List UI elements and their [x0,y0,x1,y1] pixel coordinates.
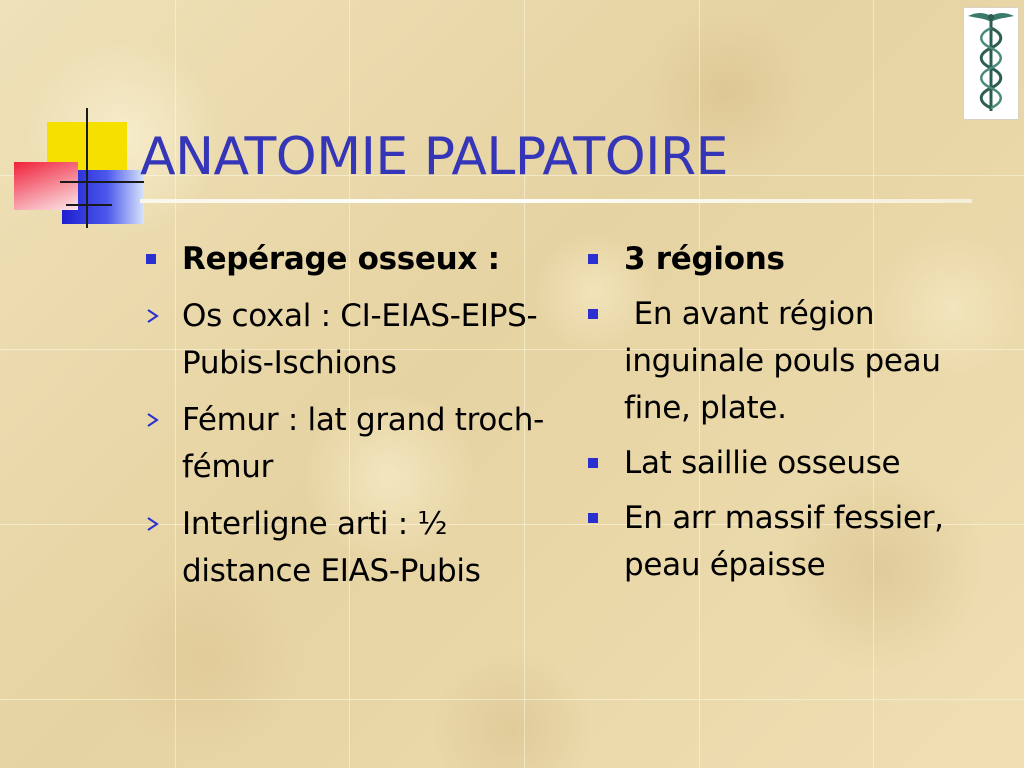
list-item-text: En arr massif fessier, peau épaisse [624,500,944,583]
square-bullet-icon [588,254,598,264]
list-item-text: Interligne arti : ½ distance EIAS-Pubis [182,506,481,589]
left-column [146,236,566,605]
list-item [588,495,1008,589]
list-item-text: Os coxal : CI-EIAS-EIPS-Pubis-Ischions [182,298,538,381]
list-heading-text: Repérage osseux : [182,241,500,277]
list-item [146,293,566,387]
list-item [588,291,1008,432]
arrow-bullet-icon [146,516,160,532]
slide-title: ANATOMIE PALPATOIRE [140,127,728,187]
decorative-square-red [14,162,78,210]
list-item-text: Fémur : lat grand troch- fémur [182,402,545,485]
square-bullet-icon [588,513,598,523]
list-heading [146,236,566,283]
caduceus-icon [964,8,1018,119]
background-seam [0,699,1024,700]
title-underline [140,199,972,203]
decorative-line [86,108,88,228]
list-item [146,501,566,595]
list-heading-text: 3 régions [624,241,785,277]
arrow-bullet-icon [146,308,160,324]
list-item-text: Lat saillie osseuse [624,445,901,481]
list-item-text: En avant région inguinale pouls peau fine, plate. [624,296,951,426]
decorative-line [60,181,144,183]
arrow-bullet-icon [146,412,160,428]
decorative-line [66,204,112,206]
square-bullet-icon [146,254,156,264]
list-heading [588,236,1008,283]
list-item [588,440,1008,487]
list-item [146,397,566,491]
right-column [588,236,1008,597]
square-bullet-icon [588,309,598,319]
square-bullet-icon [588,458,598,468]
